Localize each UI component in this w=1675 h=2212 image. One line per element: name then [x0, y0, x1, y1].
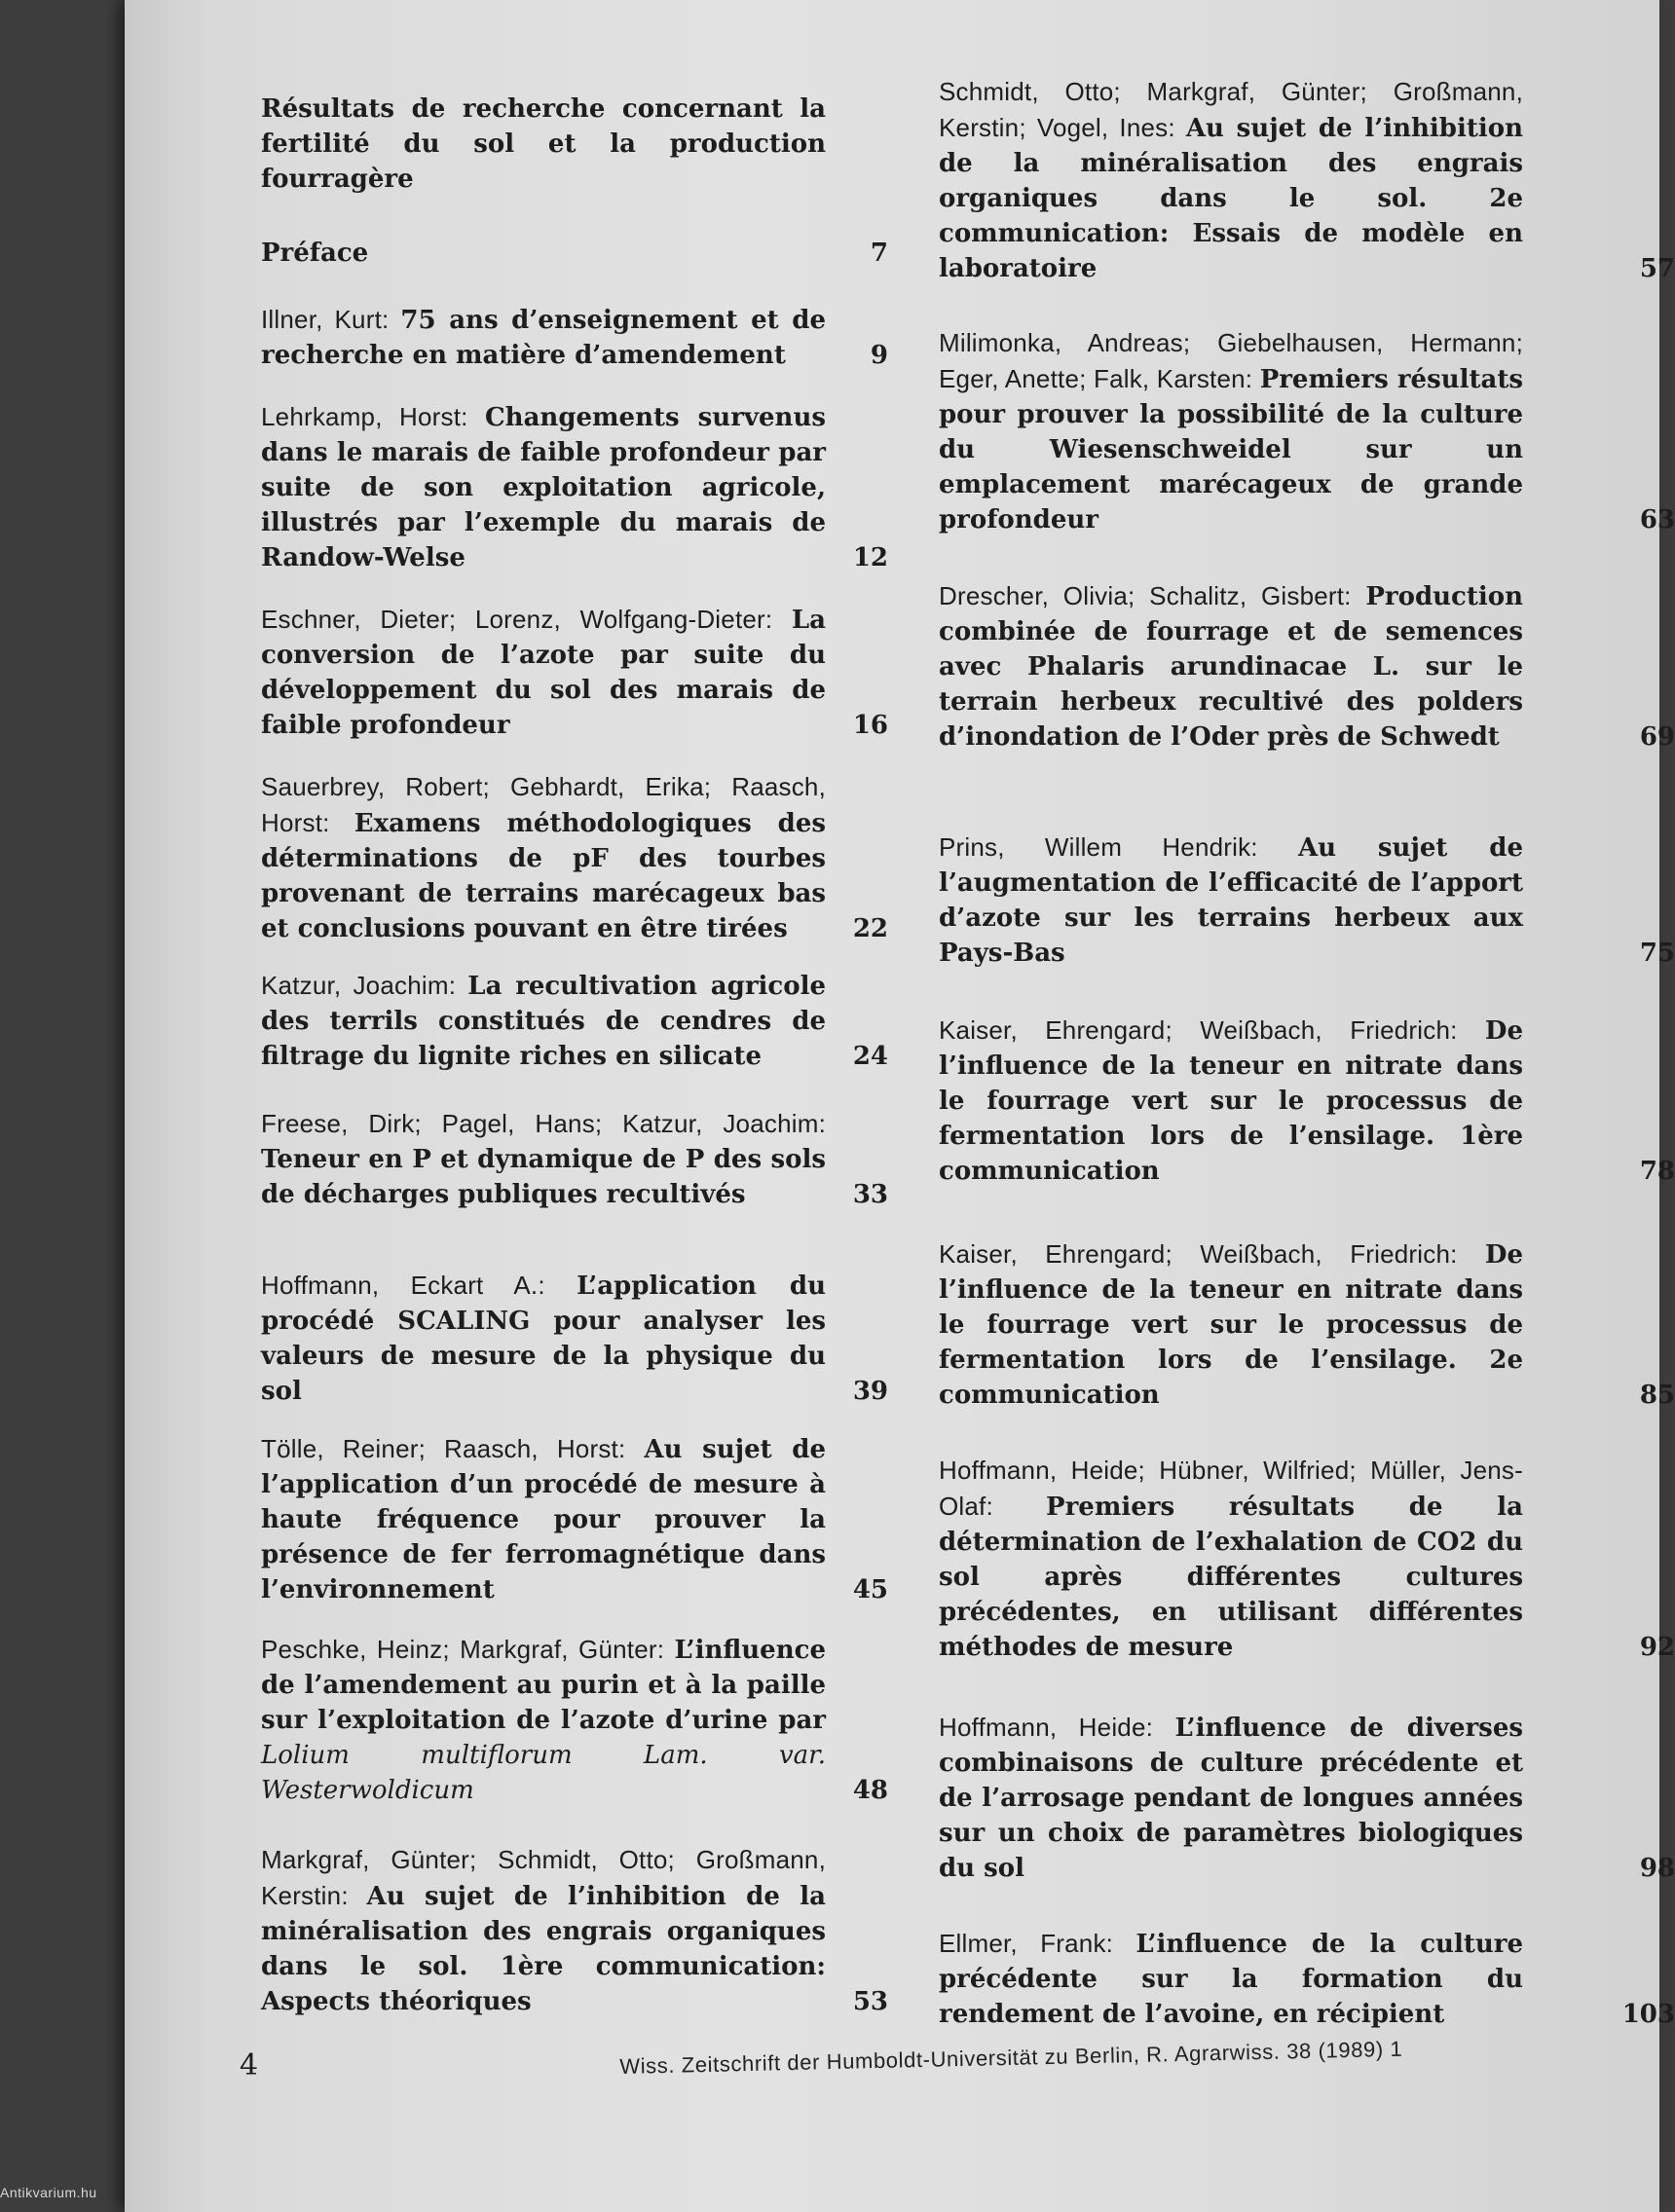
entry-author: Kaiser, Ehrengard; Weißbach, Friedrich:	[939, 1015, 1485, 1045]
entry-author: Schmidt, Otto; Markgraf, Günter; Großmann, Kerstin; Vogel, Ines:	[939, 77, 1523, 142]
entry-author: Kaiser, Ehrengard; Weißbach, Friedrich:	[939, 1239, 1485, 1269]
toc-entry[interactable]	[261, 1106, 1030, 1212]
entry-page: 9	[870, 341, 888, 370]
entry-page: 63	[1639, 505, 1675, 535]
entry-title: Production combinée de fourrage et de semences avec Phalaris arundinacae L. sur le terrain herbeux recultivé des polders d’inondation de l’Oder près de Schwedt	[939, 582, 1523, 752]
toc-entry[interactable]	[939, 830, 1675, 971]
entry-title-italic: Lolium multiflorum Lam. var. Westerwoldicum	[261, 1741, 826, 1805]
toc-entry[interactable]	[261, 1842, 1030, 2019]
entry-title: Au sujet de l’application d’un procédé de mesure à haute fréquence pour prouver la présence de fer ferromagnétique dans l’environnement	[261, 1435, 827, 1604]
entry-author: Prins, Willem Hendrik:	[939, 832, 1298, 862]
toc-entry[interactable]	[261, 1632, 1030, 1808]
toc-entry[interactable]	[261, 1268, 1030, 1409]
entry-title: De l’influence de la teneur en nitrate dans le fourrage vert sur le processus de fermentation lors de l’ensilage. 2e communication	[939, 1240, 1523, 1410]
entry-page: 98	[1639, 1854, 1675, 1883]
entry-title: L’influence de diverses combinaisons de culture précédente et de l’arrosage pendant de longues années sur un choix de paramètres biologiques du sol	[939, 1714, 1523, 1883]
toc-entry[interactable]	[261, 769, 1030, 946]
entry-title: Premiers résultats de la détermination de l’exhalation de CO2 du sol après différentes cultures précédentes, en utilisant différentes méthodes de mesure	[939, 1493, 1523, 1662]
entry-page: 75	[1639, 939, 1675, 968]
entry-author: Illner, Kurt:	[261, 305, 401, 334]
entry-title: Premiers résultats pour prouver la possibilité de la culture du Wiesenschweidel sur un emplacement marécageux de grande profondeur	[939, 365, 1523, 535]
entry-author: Markgraf, Günter; Schmidt, Otto; Großmann, Kerstin:	[261, 1845, 826, 1910]
entry-page: 39	[852, 1377, 888, 1406]
toc-entry[interactable]	[939, 1453, 1675, 1665]
entry-page: 53	[852, 1987, 888, 2016]
entry-title: L’application du procédé SCALING pour analyser les valeurs de mesure de la physique du sol	[261, 1272, 826, 1406]
entry-author: Eschner, Dieter; Lorenz, Wolfgang-Dieter:	[261, 605, 792, 634]
entry-page: 12	[852, 543, 888, 572]
entry-page: 7	[870, 239, 888, 268]
entry-title: La recultivation agricole des terrils constitués de cendres de filtrage du lignite riches en silicate	[261, 972, 826, 1071]
entry-page: 16	[852, 711, 888, 740]
entry-page: 78	[1639, 1157, 1675, 1186]
entry-page: 85	[1639, 1381, 1675, 1410]
toc-heading-text: Résultats de recherche concernant la fertilité du sol et la production fourragère	[261, 94, 826, 194]
entry-page: 92	[1639, 1633, 1675, 1662]
entry-title: Au sujet de l’inhibition de la minéralisation des engrais organiques dans le sol. 2e communication: Essais de modèle en laboratoire	[939, 114, 1523, 283]
entry-title: L’influence de l’amendement au purin et à la paille sur l’exploitation de l’azote d’urine par	[261, 1636, 826, 1735]
toc-entry[interactable]	[939, 1926, 1675, 2032]
entry-page: 24	[852, 1042, 888, 1071]
toc-entry[interactable]	[939, 325, 1675, 537]
entry-title: Au sujet de l’inhibition de la minéralisation des engrais organiques dans le sol. 1ère communication: Aspects théoriques	[261, 1882, 826, 2016]
toc-entry[interactable]	[261, 302, 1030, 373]
toc-entry[interactable]	[261, 399, 1030, 575]
entry-author: Katzur, Joachim:	[261, 971, 468, 1000]
entry-title: Préface	[261, 239, 369, 268]
toc-entry[interactable]	[939, 74, 1675, 286]
entry-page: 22	[852, 914, 888, 943]
entry-author: Freese, Dirk; Pagel, Hans; Katzur, Joachim:	[261, 1109, 826, 1138]
toc-entry[interactable]	[939, 1013, 1675, 1189]
entry-author: Drescher, Olivia; Schalitz, Gisbert:	[939, 581, 1366, 610]
entry-title: Changements survenus dans le marais de faible profondeur par suite de son exploitation agricole, illustrés par l’exemple du marais de Randow-Welse	[261, 403, 826, 572]
toc-entry[interactable]	[261, 968, 1030, 1074]
journal-footer: Wiss. Zeitschrift der Humboldt-Universität zu Berlin, R. Agrarwiss. 38 (1989) 1	[619, 2036, 1403, 2079]
entry-author: Ellmer, Frank:	[939, 1929, 1136, 1958]
entry-author: Tölle, Reiner; Raasch, Horst:	[261, 1434, 645, 1463]
toc-entry[interactable]	[261, 236, 1030, 271]
toc-entry[interactable]	[939, 1236, 1675, 1413]
entry-author: Hoffmann, Eckart A.:	[261, 1271, 577, 1300]
entry-author: Milimonka, Andreas; Giebelhausen, Hermann; Eger, Anette; Falk, Karsten:	[939, 328, 1523, 393]
entry-page: 48	[852, 1776, 888, 1805]
entry-title: L’influence de la culture précédente sur la formation du rendement de l’avoine, en récipient	[939, 1930, 1523, 2029]
entry-author: Hoffmann, Heide; Hübner, Wilfried; Müller, Jens-Olaf:	[939, 1456, 1523, 1521]
entry-title: Teneur en P et dynamique de P des sols de décharges publiques recultivés	[261, 1145, 826, 1209]
toc-entry[interactable]	[261, 602, 1030, 743]
entry-author: Sauerbrey, Robert; Gebhardt, Erika; Raasch, Horst:	[261, 772, 826, 837]
entry-title: Examens méthodologiques des déterminations de pF des tourbes provenant de terrains marécageux bas et conclusions pouvant en être tirées	[261, 809, 826, 943]
entry-title: 75 ans d’enseignement et de recherche en matière d’amendement	[261, 306, 826, 370]
entry-title: La conversion de l’azote par suite du développement du sol des marais de faible profondeur	[261, 606, 826, 740]
entry-author: Peschke, Heinz; Markgraf, Günter:	[261, 1635, 675, 1664]
entry-title: De l’influence de la teneur en nitrate dans le fourrage vert sur le processus de fermentation lors de l’ensilage. 1ère communication	[939, 1016, 1523, 1186]
entry-page: 103	[1621, 2000, 1675, 2029]
entry-page: 45	[852, 1575, 888, 1604]
entry-page: 69	[1639, 722, 1675, 752]
entry-title: Au sujet de l’augmentation de l’efficacité de l’apport d’azote sur les terrains herbeux aux Pays-Bas	[939, 833, 1523, 968]
entry-author: Lehrkamp, Horst:	[261, 402, 485, 431]
page-number: 4	[240, 2048, 259, 2083]
entry-author: Hoffmann, Heide:	[939, 1713, 1175, 1742]
entry-page: 57	[1639, 254, 1675, 283]
toc-heading	[261, 92, 1030, 197]
watermark: Antikvarium.hu	[0, 2185, 97, 2200]
scanned-page	[125, 0, 1675, 2212]
toc-entry[interactable]	[939, 1710, 1675, 1886]
toc-entry[interactable]	[939, 578, 1675, 755]
entry-page: 33	[852, 1180, 888, 1209]
toc-entry[interactable]	[261, 1431, 1030, 1607]
